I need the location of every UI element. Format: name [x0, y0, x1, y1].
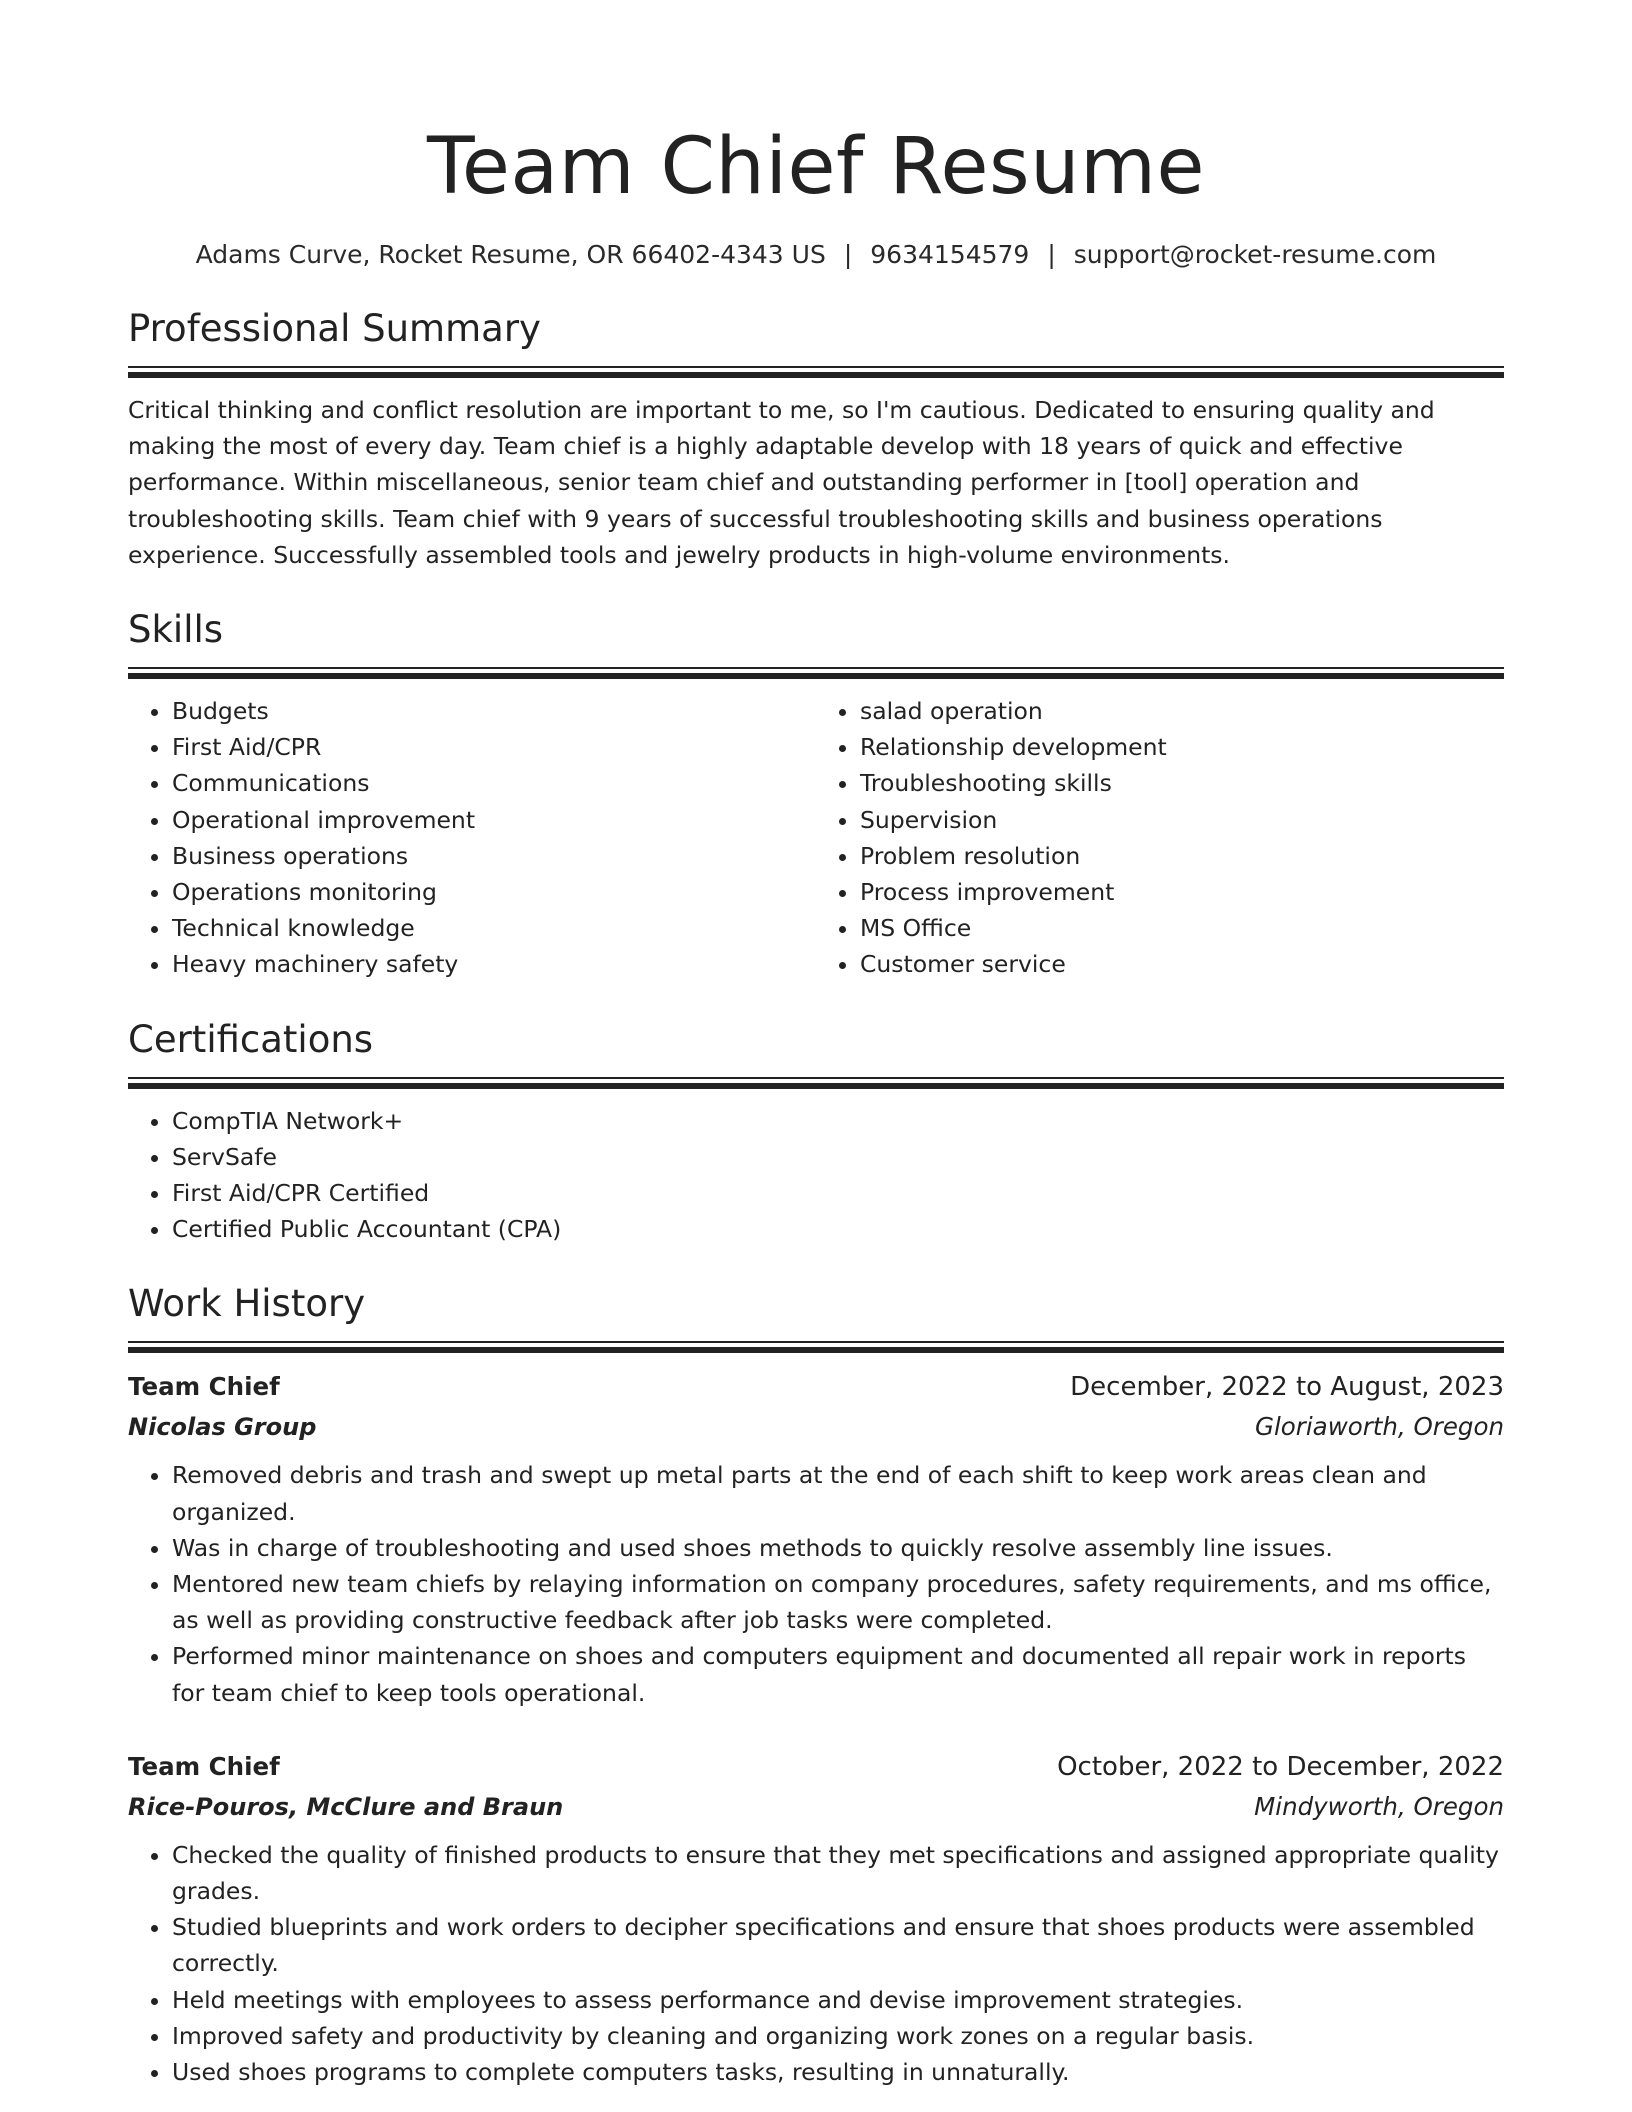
job-dates: December, 2022 to August, 2023	[1070, 1372, 1504, 1403]
certification-item: • First Aid/CPR Certified	[172, 1175, 1504, 1211]
job-bullets	[128, 1837, 1504, 2090]
skill-item: • Customer service	[860, 946, 1504, 982]
section-divider	[128, 1077, 1504, 1079]
job-company: Rice-Pouros, McClure and Braun	[128, 1792, 564, 1821]
job-title: Team Chief	[128, 1751, 280, 1781]
skill-item: • Operational improvement	[172, 802, 816, 838]
skill-item: • Budgets	[172, 693, 816, 729]
skill-item: • salad operation	[860, 693, 1504, 729]
skill-item: • Heavy machinery safety	[172, 946, 816, 982]
skills-heading: Skills	[128, 608, 224, 652]
job-company: Nicolas Group	[128, 1413, 317, 1442]
summary-section	[128, 306, 1504, 573]
contact-email: support@rocket-resume.com	[1073, 240, 1437, 269]
resume-title: Team Chief Resume	[427, 122, 1205, 212]
skill-item: • Problem resolution	[860, 838, 1504, 874]
skill-item: • Relationship development	[860, 729, 1504, 765]
skill-item: • Troubleshooting skills	[860, 765, 1504, 801]
contact-address: Adams Curve, Rocket Resume, OR 66402-4343 US	[195, 240, 826, 269]
job-bullets	[128, 1457, 1504, 1710]
job-dates: October, 2022 to December, 2022	[1057, 1751, 1504, 1782]
skill-item: • Communications	[172, 765, 816, 801]
job-bullet: • Improved safety and productivity by cleaning and organizing work zones on a regular basis.	[172, 2018, 1504, 2054]
job-location: Mindyworth, Oregon	[1254, 1791, 1504, 1821]
job-entry	[128, 1747, 1504, 2090]
job-entry	[128, 1367, 1504, 1710]
skill-item: • First Aid/CPR	[172, 729, 816, 765]
job-bullet: • Removed debris and trash and swept up metal parts at the end of each shift to keep work areas clean and organized.	[172, 1457, 1504, 1529]
summary-text: Critical thinking and conflict resolution are important to me, so I'm cautious. Dedicated to ensuring quality and making the most of every day. Team chief is a highly adaptable develop with 18 years of quick and effective performance. Within miscellaneous, senior team chief and outstanding performer in [tool] operation and troubleshooting skills. Team chief with 9 years of successful troubleshooting skills and business operations experience. Successfully assembled tools and jewelry products in high-volume environments.	[128, 396, 1435, 569]
job-title: Team Chief	[128, 1372, 280, 1402]
contact-separator: |	[1047, 240, 1056, 269]
skills-section	[128, 607, 1504, 983]
job-bullet: • Mentored new team chiefs by relaying information on company procedures, safety requirements, and ms office, as well as providing constructive feedback after job tasks were completed.	[172, 1566, 1504, 1638]
skills-column-right	[816, 693, 1504, 983]
skills-list-right	[816, 693, 1504, 983]
job-bullet: • Studied blueprints and work orders to decipher specifications and ensure that shoes products were assembled correctly.	[172, 1909, 1504, 1981]
work-history-heading: Work History	[128, 1282, 366, 1326]
job-bullet: • Held meetings with employees to assess performance and devise improvement strategies.	[172, 1982, 1504, 2018]
skill-item: • Process improvement	[860, 874, 1504, 910]
job-bullet: • Used shoes programs to complete computers tasks, resulting in unnaturally.	[172, 2054, 1504, 2090]
skill-item: • Operations monitoring	[172, 874, 816, 910]
certifications-heading: Certifications	[128, 1017, 374, 1061]
skill-item: • MS Office	[860, 910, 1504, 946]
certification-item: • ServSafe	[172, 1139, 1504, 1175]
skills-column-left	[128, 693, 816, 983]
skill-item: • Business operations	[172, 838, 816, 874]
certifications-list	[128, 1103, 1504, 1248]
summary-heading: Professional Summary	[128, 307, 541, 350]
skill-item: • Supervision	[860, 802, 1504, 838]
job-bullet: • Was in charge of troubleshooting and used shoes methods to quickly resolve assembly line issues.	[172, 1530, 1504, 1566]
section-divider	[128, 1341, 1504, 1343]
contact-phone: 9634154579	[870, 240, 1030, 269]
section-divider	[128, 366, 1504, 368]
section-divider	[128, 667, 1504, 669]
skills-grid	[128, 693, 1504, 983]
certification-item: • CompTIA Network+	[172, 1103, 1504, 1139]
skills-list-left	[128, 693, 816, 983]
work-history-section	[128, 1281, 1504, 2090]
job-bullet: • Checked the quality of finished products to ensure that they met specifications and assigned appropriate quality grades.	[172, 1837, 1504, 1909]
skill-item: • Technical knowledge	[172, 910, 816, 946]
certifications-section	[128, 1017, 1504, 1248]
contact-separator: |	[843, 240, 853, 269]
job-location: Gloriaworth, Oregon	[1255, 1412, 1504, 1442]
job-bullet: • Performed minor maintenance on shoes and computers equipment and documented all repair work in reports for team chief to keep tools operational.	[172, 1638, 1504, 1710]
contact-line	[128, 238, 1504, 272]
certification-item: • Certified Public Accountant (CPA)	[172, 1211, 1504, 1247]
